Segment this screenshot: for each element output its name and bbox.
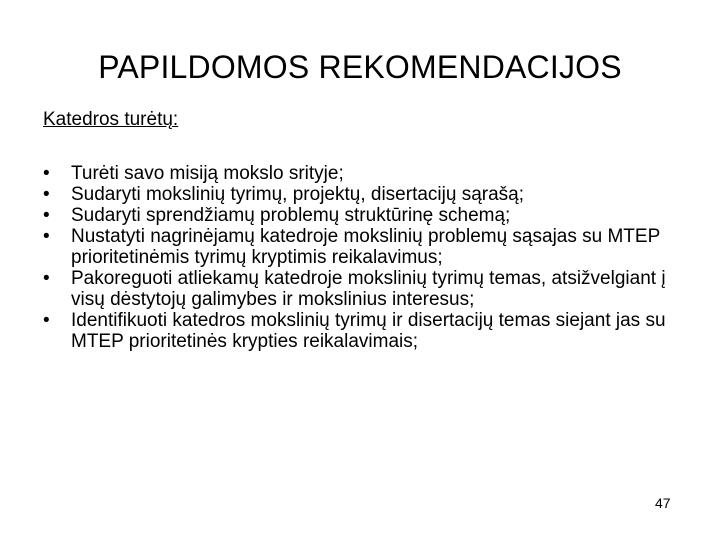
bullet-marker: • xyxy=(43,163,50,184)
bullet-text: Nustatyti nagrinėjamų katedroje mokslinių problemų sąsajas su MTEP prioritetinėmis tyrimų kryptimis reikalavimus; xyxy=(71,226,660,268)
bullet-marker: • xyxy=(43,226,50,247)
bullet-item xyxy=(43,205,703,226)
bullet-item xyxy=(43,226,703,268)
bullet-item xyxy=(43,184,703,205)
page-number: 47 xyxy=(655,495,671,511)
bullet-marker: • xyxy=(43,268,50,289)
bullet-item xyxy=(43,310,703,352)
bullet-text: Pakoreguoti atliekamų katedroje mokslinių tyrimų temas, atsižvelgiant į visų dėstytojų galimybes ir mokslinius interesus; xyxy=(71,268,666,310)
bullet-marker: • xyxy=(43,310,50,331)
slide-title: PAPILDOMOS REKOMENDACIJOS xyxy=(98,49,622,85)
slide-subheading: Katedros turėtų: xyxy=(43,109,179,130)
bullet-text: Turėti savo misiją mokslo srityje; xyxy=(71,163,344,184)
bullet-item xyxy=(43,163,703,184)
bullet-text: Identifikuoti katedros mokslinių tyrimų ir disertacijų temas siejant jas su MTEP prioritetinės krypties reikalavimais; xyxy=(71,310,666,352)
bullet-text: Sudaryti mokslinių tyrimų, projektų, disertacijų sąrašą; xyxy=(71,184,525,205)
bullet-item xyxy=(43,268,703,310)
bullet-text: Sudaryti sprendžiamų problemų struktūrinę schemą; xyxy=(71,205,511,226)
bullet-marker: • xyxy=(43,205,50,226)
bullet-list xyxy=(43,163,703,352)
bullet-marker: • xyxy=(43,184,50,205)
